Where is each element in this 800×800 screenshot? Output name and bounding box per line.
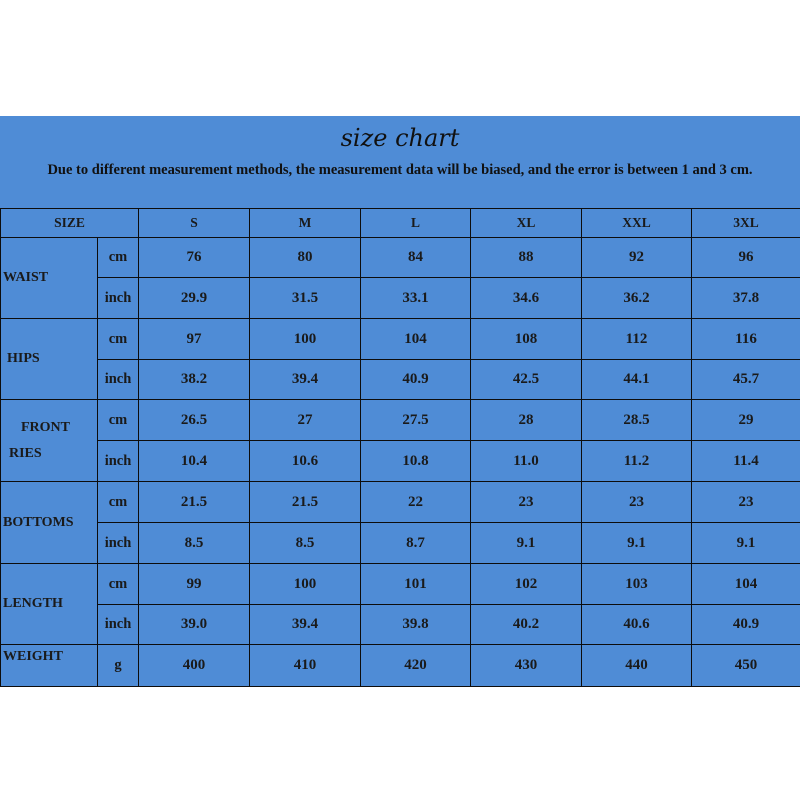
value-cell: 99 <box>138 563 250 605</box>
value-cell: 37.8 <box>691 277 800 319</box>
header-size-s: S <box>138 208 250 238</box>
value-cell: 101 <box>360 563 471 605</box>
header-size-l: L <box>360 208 471 238</box>
value-cell: 88 <box>470 237 582 278</box>
value-cell: 39.4 <box>249 604 361 645</box>
unit-cell: cm <box>97 318 139 360</box>
row-label: WEIGHT <box>0 644 98 687</box>
chart-title: size chart <box>340 124 460 152</box>
value-cell: 440 <box>581 644 692 687</box>
value-cell: 39.4 <box>249 359 361 400</box>
unit-cell: cm <box>97 563 139 605</box>
value-cell: 38.2 <box>138 359 250 400</box>
value-cell: 23 <box>581 481 692 523</box>
unit-cell: inch <box>97 522 139 564</box>
header-size-xl: XL <box>470 208 582 238</box>
value-cell: 8.7 <box>360 522 471 564</box>
value-cell: 28 <box>470 399 582 441</box>
value-cell: 31.5 <box>249 277 361 319</box>
value-cell: 10.8 <box>360 440 471 482</box>
unit-cell: inch <box>97 359 139 400</box>
value-cell: 116 <box>691 318 800 360</box>
value-cell: 102 <box>470 563 582 605</box>
value-cell: 45.7 <box>691 359 800 400</box>
value-cell: 96 <box>691 237 800 278</box>
unit-cell: g <box>97 644 139 687</box>
value-cell: 76 <box>138 237 250 278</box>
value-cell: 10.4 <box>138 440 250 482</box>
value-cell: 27 <box>249 399 361 441</box>
value-cell: 29.9 <box>138 277 250 319</box>
row-label: LENGTH <box>0 563 98 645</box>
measurement-note: Due to different measurement methods, the measurement data will be biased, and the error is between 1 and 3 cm. <box>47 162 753 178</box>
unit-cell: inch <box>97 440 139 482</box>
value-cell: 410 <box>249 644 361 687</box>
value-cell: 40.9 <box>360 359 471 400</box>
header-size-3xl: 3XL <box>691 208 800 238</box>
value-cell: 9.1 <box>581 522 692 564</box>
value-cell: 430 <box>470 644 582 687</box>
value-cell: 11.0 <box>470 440 582 482</box>
value-cell: 23 <box>691 481 800 523</box>
row-label: HIPS <box>0 318 98 400</box>
value-cell: 26.5 <box>138 399 250 441</box>
value-cell: 28.5 <box>581 399 692 441</box>
value-cell: 92 <box>581 237 692 278</box>
value-cell: 40.2 <box>470 604 582 645</box>
value-cell: 21.5 <box>249 481 361 523</box>
value-cell: 420 <box>360 644 471 687</box>
value-cell: 33.1 <box>360 277 471 319</box>
value-cell: 40.9 <box>691 604 800 645</box>
value-cell: 9.1 <box>470 522 582 564</box>
row-label: BOTTOMS <box>0 481 98 564</box>
value-cell: 27.5 <box>360 399 471 441</box>
unit-cell: inch <box>97 277 139 319</box>
value-cell: 39.8 <box>360 604 471 645</box>
value-cell: 100 <box>249 563 361 605</box>
unit-cell: cm <box>97 237 139 278</box>
row-label-line-1: FRONT <box>21 419 70 435</box>
value-cell: 100 <box>249 318 361 360</box>
row-label-line-2: RIES <box>9 445 42 461</box>
value-cell: 112 <box>581 318 692 360</box>
unit-cell: cm <box>97 481 139 523</box>
value-cell: 80 <box>249 237 361 278</box>
unit-cell: cm <box>97 399 139 441</box>
value-cell: 42.5 <box>470 359 582 400</box>
value-cell: 11.4 <box>691 440 800 482</box>
value-cell: 9.1 <box>691 522 800 564</box>
value-cell: 97 <box>138 318 250 360</box>
value-cell: 108 <box>470 318 582 360</box>
value-cell: 44.1 <box>581 359 692 400</box>
value-cell: 104 <box>691 563 800 605</box>
row-label <box>0 399 98 482</box>
value-cell: 23 <box>470 481 582 523</box>
value-cell: 84 <box>360 237 471 278</box>
header-size-m: M <box>249 208 361 238</box>
value-cell: 10.6 <box>249 440 361 482</box>
row-label: WAIST <box>0 237 98 319</box>
value-cell: 450 <box>691 644 800 687</box>
value-cell: 104 <box>360 318 471 360</box>
header-size-label: SIZE <box>0 208 139 238</box>
value-cell: 39.0 <box>138 604 250 645</box>
value-cell: 34.6 <box>470 277 582 319</box>
value-cell: 22 <box>360 481 471 523</box>
unit-cell: inch <box>97 604 139 645</box>
header-size-xxl: XXL <box>581 208 692 238</box>
value-cell: 8.5 <box>138 522 250 564</box>
value-cell: 40.6 <box>581 604 692 645</box>
value-cell: 21.5 <box>138 481 250 523</box>
value-cell: 400 <box>138 644 250 687</box>
value-cell: 29 <box>691 399 800 441</box>
value-cell: 11.2 <box>581 440 692 482</box>
value-cell: 8.5 <box>249 522 361 564</box>
size-chart-sheet <box>0 116 800 686</box>
value-cell: 103 <box>581 563 692 605</box>
value-cell: 36.2 <box>581 277 692 319</box>
